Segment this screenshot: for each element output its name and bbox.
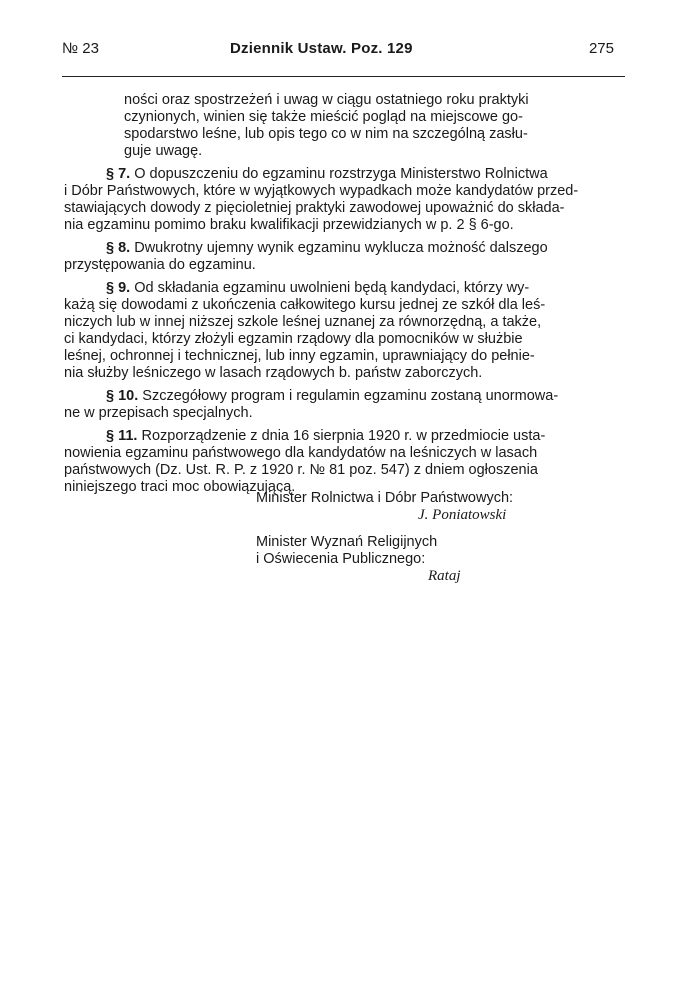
issue-number: № 23 [62,40,99,57]
text-line: niczych lub w innej niższej szkole leśnej uznanej za równorzędną, a także, [64,314,542,330]
signature-office: Minister Rolnictwa i Dóbr Państwowych: [256,490,514,506]
document-body [64,92,622,502]
signature-office: Minister Wyznań Religijnych [256,534,438,550]
text-line: Od składania egzaminu uwolnieni będą kandydaci, którzy wy- [134,280,530,296]
text-line: niniejszego traci moc obowiązującą. [64,479,296,495]
section-marker: § 9. [106,280,131,296]
signature-block-religion [256,534,461,585]
section-11 [64,428,622,496]
signature-office: i Oświecenia Publicznego: [256,551,426,567]
text-line: czynionych, winien się także mieścić pogląd na miejscowe go- [124,109,523,125]
section-marker: § 11. [106,428,138,444]
page-number: 275 [588,40,614,57]
text-line: Szczegółowy program i regulamin egzaminu zostaną unormowa- [142,388,559,404]
text-line: przystępowania do egzaminu. [64,257,256,273]
text-line: Dwukrotny ujemny wynik egzaminu wyklucza możność dalszego [134,240,548,256]
section-marker: § 7. [106,166,131,182]
continuation-paragraph [64,92,622,160]
text-line: Rozporządzenie z dnia 16 sierpnia 1920 r. w przedmiocie usta- [141,428,546,444]
text-line: ności oraz spostrzeżeń i uwag w ciągu ostatniego roku praktyki [124,92,529,108]
text-line: guje uwagę. [124,143,203,159]
text-line: nowienia egzaminu państwowego dla kandydatów na leśniczych w lasach [64,445,538,461]
text-line: ci kandydaci, którzy złożyli egzamin rządowy dla pomocników w służbie [64,331,523,347]
section-9 [64,280,622,382]
section-marker: § 10. [106,388,139,404]
text-line: O dopuszczeniu do egzaminu rozstrzyga Ministerstwo Rolnictwa [134,166,548,182]
text-line: i Dóbr Państwowych, które w wyjątkowych wypadkach może kandydatów przed- [64,183,579,199]
signature-name: Rataj [428,568,461,584]
text-line: państwowych (Dz. Ust. R. P. z 1920 r. № 81 poz. 547) z dniem ogłoszenia [64,462,538,478]
signature-name: J. Poniatowski [418,507,507,523]
text-line: ne w przepisach specjalnych. [64,405,253,421]
section-10 [64,388,622,422]
text-line: stawiających dowody z pięcioletniej praktyki zawodowej upoważnić do składa- [64,200,565,216]
header-rule [62,76,625,77]
text-line: leśnej, ochronnej i technicznej, lub inny egzamin, uprawniający do pełnie- [64,348,535,364]
page-header [62,40,628,66]
text-line: każą się dowodami z ukończenia całkowitego kursu jednej ze szkół dla leś- [64,297,546,313]
journal-title: Dziennik Ustaw. Poz. 129 [230,40,413,57]
text-line: spodarstwo leśne, lub opis tego co w nim na szczególną zasłu- [124,126,528,142]
signature-block-agriculture [256,490,513,524]
text-line: nia służby leśniczego w lasach rządowych b. państw zaborczych. [64,365,483,381]
section-marker: § 8. [106,240,131,256]
text-line: nia egzaminu pomimo braku kwalifikacji przewidzianych w p. 2 § 6-go. [64,217,514,233]
section-7 [64,166,622,234]
section-8 [64,240,622,274]
